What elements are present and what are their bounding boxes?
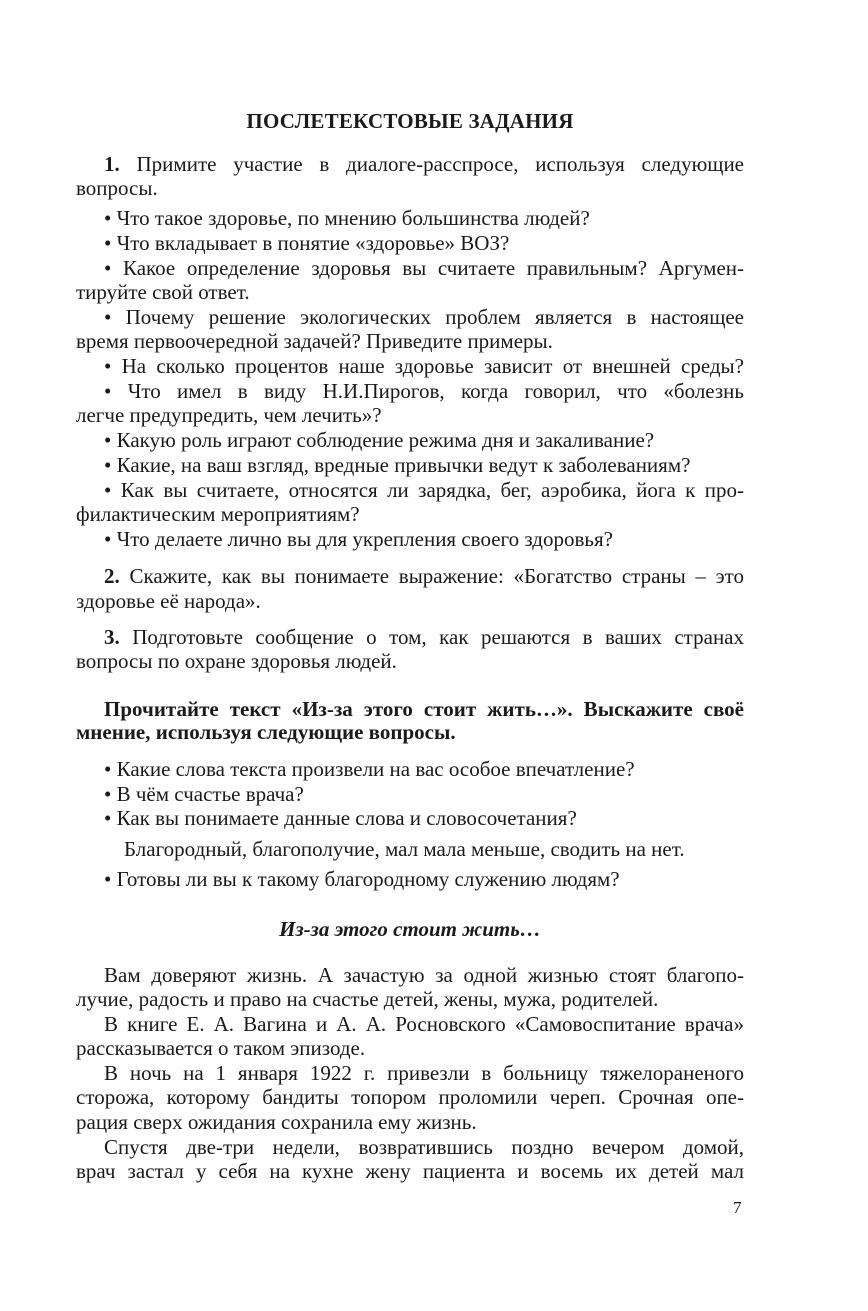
- story-line-6: сторожа, которому бандиты топором проломили череп. Срочная опе-: [76, 1085, 744, 1109]
- task1-question-4-cont: время первоочередной задачей? Приведите примеры.: [76, 329, 553, 353]
- task1-question-10: • Что делаете лично вы для укрепления своего здоровья?: [76, 527, 744, 551]
- task1-question-3-cont: тируйте свой ответ.: [76, 280, 250, 304]
- task3-line2: вопросы по охране здоровья людей.: [76, 649, 397, 673]
- task1-number: 1.: [104, 152, 120, 176]
- task1-question-9: • Как вы считаете, относятся ли зарядка, бег, аэробика, йога к про-: [76, 478, 744, 502]
- task1-question-8: • Какие, на ваш взгляд, вредные привычки ведут к заболеваниям?: [76, 453, 744, 477]
- task3-number: 3.: [104, 625, 120, 649]
- reading-question-2: • В чём счастье врача?: [76, 782, 744, 806]
- story-line-1: Вам доверяют жизнь. А зачастую за одной жизнью стоят благопо-: [104, 963, 744, 987]
- story-line-5: В ночь на 1 января 1922 г. привезли в больницу тяжелораненого: [104, 1061, 744, 1085]
- task1-line1: 1. Примите участие в диалоге-расспросе, используя следующие: [104, 152, 745, 176]
- task1-line2: вопросы.: [76, 176, 158, 200]
- task1-question-7: • Какую роль играют соблюдение режима дня и закаливание?: [76, 428, 744, 452]
- task1-question-4: • Почему решение экологических проблем является в настоящее: [76, 305, 744, 329]
- task1-question-1: • Что такое здоровье, по мнению большинства людей?: [76, 206, 744, 230]
- story-line-7: рация сверх ожидания сохранила ему жизнь.: [76, 1110, 477, 1134]
- task1-question-3: • Какое определение здоровья вы считаете правильным? Аргумен-: [76, 256, 744, 280]
- reading-task-line1: Прочитайте текст «Из-за этого стоит жить…». Выскажите своё: [104, 697, 744, 721]
- reading-task-line2: мнение, используя следующие вопросы.: [76, 720, 456, 744]
- story-title: Из-за этого стоит жить…: [279, 917, 541, 941]
- task1-question-6-cont: легче предупредить, чем лечить»?: [76, 403, 382, 427]
- task1-question-2: • Что вкладывает в понятие «здоровье» ВОЗ?: [76, 231, 744, 255]
- story-line-3: В книге Е. А. Вагина и А. А. Росновского «Самовоспитание врача»: [104, 1012, 744, 1036]
- task3-line1: 3. Подготовьте сообщение о том, как решаются в ваших странах: [104, 625, 745, 649]
- reading-question-1: • Какие слова текста произвели на вас особое впечатление?: [76, 757, 744, 781]
- reading-question-4: • Готовы ли вы к такому благородному служению людям?: [76, 867, 744, 891]
- task2-line2: здоровье её народа».: [76, 589, 261, 613]
- story-line-9: врач застал у себя на кухне жену пациента и восемь их детей мал: [76, 1159, 744, 1183]
- story-line-8: Спустя две-три недели, возвратившись поздно вечером домой,: [104, 1135, 744, 1159]
- reading-question-3: • Как вы понимаете данные слова и словосочетания?: [76, 806, 744, 830]
- page-number: 7: [733, 1198, 742, 1217]
- section-heading: ПОСЛЕТЕКСТОВЫЕ ЗАДАНИЯ: [246, 109, 574, 133]
- task1-question-6: • Что имел в виду Н.И.Пирогов, когда говорил, что «болезнь: [76, 379, 744, 403]
- task2-number: 2.: [104, 564, 120, 588]
- story-line-4: рассказывается о таком эпизоде.: [76, 1036, 366, 1060]
- task1-question-5: • На сколько процентов наше здоровье зависит от внешней среды?: [76, 354, 744, 378]
- story-line-2: лучие, радость и право на счастье детей, жены, мужа, родителей.: [76, 987, 659, 1011]
- task2-line1: 2. Скажите, как вы понимаете выражение: «Богатство страны – это: [104, 564, 745, 588]
- task1-question-9-cont: филактическим мероприятиям?: [76, 502, 360, 526]
- reading-phrases: Благородный, благополучие, мал мала меньше, сводить на нет.: [124, 837, 685, 861]
